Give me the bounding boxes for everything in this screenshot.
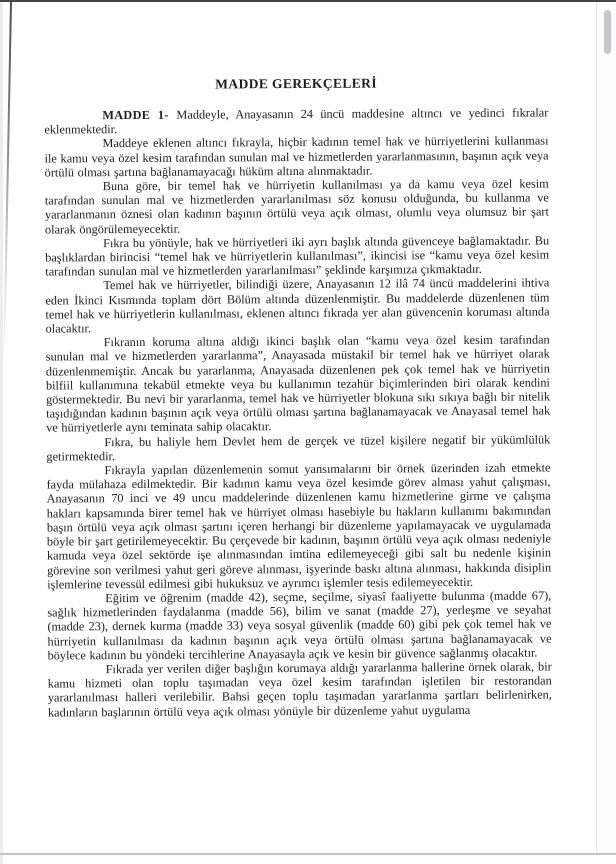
paragraph-7: [46, 432, 550, 463]
paragraph-text: Fıkra, bu haliyle hem Devlet hem de gerçek ve tüzel kişilere negatif bir yükümlülük getirmektedir.: [46, 432, 551, 464]
paragraph-6: [46, 333, 551, 435]
document-title: MADDE GEREKÇELERİ: [215, 75, 378, 92]
paragraph-text: Buna göre, bir temel hak ve hürriyetin kullanılması ya da kamu veya özel kesim tarafından sunulan mal ve hizmetlerden yararlanılması söz konusu olduğunda, bu kullanma ve yararlanmanın öznesi olan kadının başının örtülü veya açık olması, olumlu veya olumsuz bir şart olarak öngörülemeyecektir.: [44, 176, 549, 237]
scrollbar-thumb[interactable]: [604, 10, 611, 54]
page-top-edge: [0, 0, 616, 2]
paragraph-text: Eğitim ve öğrenim (madde 42), seçme, seçilme, siyasî faaliyette bulunma (madde 67), sağlık hizmetlerinden faydalanma (madde 56), bilim ve sanat (madde 27), yerleşme ve seyahat (madde 23), dernek kurma (madde 33) veya sosyal güvenlik (madde 60) gibi pek çok temel hak ve hürriyetin kullanılması da kadının başının açık veya örtülü olması şartına bağlanamayacak ve böylece kadının bu yöndeki tercihlerine Anayasayla açık ve kesin bir güvence sağlanmış olacaktır.: [47, 588, 552, 663]
page-left-margin-band: [0, 0, 3, 864]
paragraph-3: [45, 176, 549, 236]
scan-left-edge-shadow: [3, 2, 12, 362]
paragraph-text: Fıkrayla yapılan düzenlemenin somut yansımalarını bir örnek üzerinden izah etmekte fayda mülahaza edilmektedir. Bir kadının kamu veya özel kesimde görev alması yahut çalışması, Anayasanın 70 inci ve 49 uncu maddelerinde düzenlenen kamu hizmetlerine girme ve çalışma hakları kapsamında birer temel hak ve hürriyet olması hasebiyle bu hakların kullanımı bakımından başın örtülü veya açık olması şartını içeren herhangi bir düzenleme yapılamayacak ve uygulamada böyle bir şart getirilemeyecektir. Bu çerçevede bir kadının, başının örtülü veya açık olması nedeniyle kamuda veya özel sektörde işe alınmasından imtina edilemeyeceği gibi salt bu nedenle kişinin görevine son verilmesi yahut geri göreve alınması, işyerinde baskı altına alınması, hakkında disiplin işlemlerine tevessül edilmesi gibi hukuksuz ve ayrımcı işlemler tesis edilemeyecektir.: [46, 460, 552, 592]
paragraph-text: Temel hak ve hürriyetler, bilindiği üzere, Anayasanın 12 ilâ 74 üncü maddelerini ihtiva eden İkinci Kısmında toplam dört Bölüm altında düzenlenmiştir. Bu maddelerde düzenlenen tüm temel hak ve hürriyetlerin kullanılması, eklenen altıncı fıkrada yer alan güvencenin koruması altında olacaktır.: [45, 275, 550, 336]
paragraph-text: Fıkrada yer verilen diğer başlığın korumaya aldığı yararlanma hallerine örnek olarak, bir kamu hizmeti olan toplu taşımadan veya özel kesim tarafından işletilen bir restorandan yararlanılması halleri verilebilir. Bahsi geçen toplu taşımadan yararlanma şartları belirlenirken, kadınların başlarının örtülü veya açık olması yönüyle bir düzenleme yahut uygulama: [47, 659, 552, 720]
paragraph-text: Fıkra bu yönüyle, hak ve hürriyetleri iki ayrı başlık altında güvenceye bağlamaktadır. Bu başlıklardan birincisi “temel hak ve hürriyetlerin kullanılması”, ikincisi ise “kamu veya özel kesim tarafından sunulan mal ve hizmetlerden yararlanılması” şeklinde karşımıza çıkmaktadır.: [45, 233, 550, 279]
paragraph-text: Fıkranın koruma altına aldığı ikinci başlık olan “kamu veya özel kesim tarafından sunulan mal ve hizmetlerden yararlanma”, Anayasada müstakil bir temel hak ve hürriyet olarak düzenlenmemiştir. Ancak bu yararlanma, Anayasada düzenlenen pek çok temel hak ve hürriyetin bilfiil kullanımına tekabül etmekte veya bu kullanımın tezahür biçimlerinden biri olarak kendini göstermektedir. Bu nevi bir yararlanma, temel hak ve hürriyetler blokuna sıkı sıkıya bağlı bir nitelik taşıdığından kadının başının açık veya örtülü olması şartına bağlanamayacak ve Anayasal temel hak ve hürriyetlerle aynı teminata sahip olacaktır.: [45, 332, 551, 436]
article-number-label: MADDE 1-: [102, 107, 177, 123]
paragraph-4: [45, 233, 549, 279]
paragraph-2: [44, 134, 548, 180]
paragraph-text: Maddeyle, Anayasanın 24 üncü maddesine altıncı ve yedinci fıkralar eklenmektedir.: [44, 105, 549, 137]
paragraph-5: [45, 276, 549, 336]
paragraph-10: [48, 659, 552, 719]
paragraph-text: Maddeye eklenen altıncı fıkrayla, hiçbir kadının temel hak ve hürriyetlerini kullanması ile kamu veya özel kesim tarafından sunulan mal ve hizmetlerden yararlanmasının, başının açık veya örtülü olması şartına bağlanamayacağı hüküm altına alınmaktadır.: [44, 133, 549, 180]
page-bottom-edge: [0, 853, 616, 855]
paragraph-1: [44, 105, 548, 136]
paragraph-8: [46, 461, 551, 592]
scanned-page: [44, 62, 552, 719]
paragraph-9: [47, 588, 551, 662]
scrollbar-track[interactable]: [596, 2, 616, 853]
